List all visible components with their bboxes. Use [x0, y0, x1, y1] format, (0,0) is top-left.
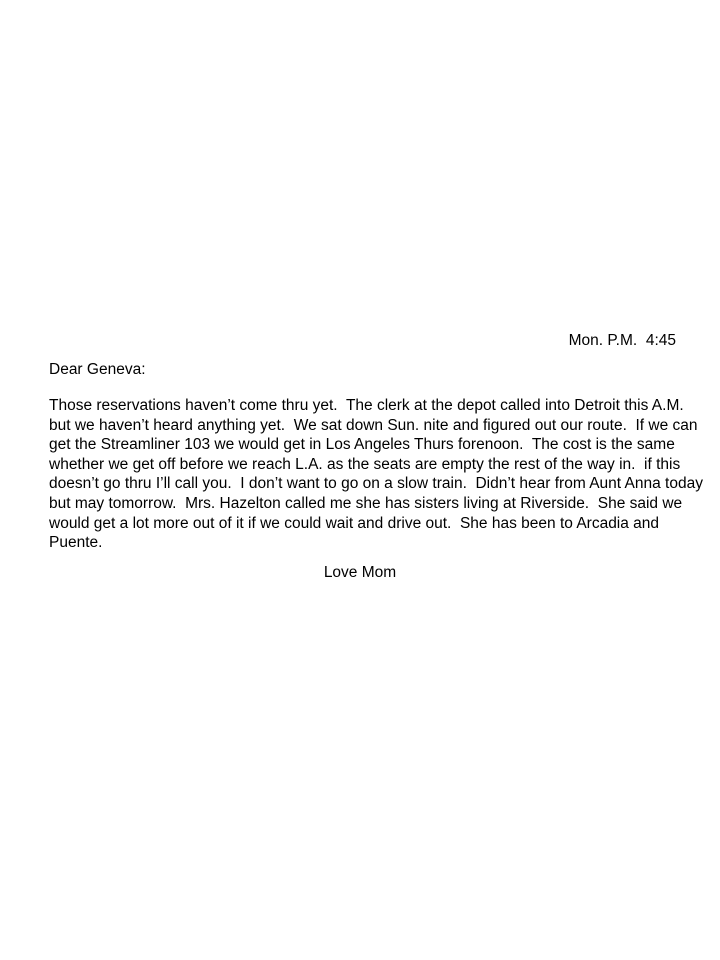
- letter-body-line: whether we get off before we reach L.A. as the seats are empty the rest of the way in. if this: [49, 455, 681, 473]
- letter-date: Mon. P.M. 4:45: [568, 332, 676, 349]
- letter-body-line: doesn’t go thru I’ll call you. I don’t want to go on a slow train. Didn’t hear from Aunt Anna today: [49, 475, 703, 493]
- letter-closing: Love Mom: [323, 564, 397, 581]
- letter-body-line: Those reservations haven’t come thru yet. The clerk at the depot called into Detroit this A.M.: [49, 397, 684, 414]
- letter-body-line: but we haven’t heard anything yet. We sat down Sun. nite and figured out our route. If we can: [49, 416, 698, 434]
- letter-body-line: get the Streamliner 103 we would get in Los Angeles Thurs forenoon. The cost is the same: [49, 436, 675, 454]
- letter-body-line: Puente.: [49, 534, 103, 552]
- letter-body: [49, 396, 709, 553]
- letter-body-line: would get a lot more out of it if we could wait and drive out. She has been to Arcadia and: [49, 514, 660, 532]
- letter-salutation: Dear Geneva:: [49, 361, 146, 378]
- letter-body-line: but may tomorrow. Mrs. Hazelton called me she has sisters living at Riverside. She said we: [49, 494, 683, 512]
